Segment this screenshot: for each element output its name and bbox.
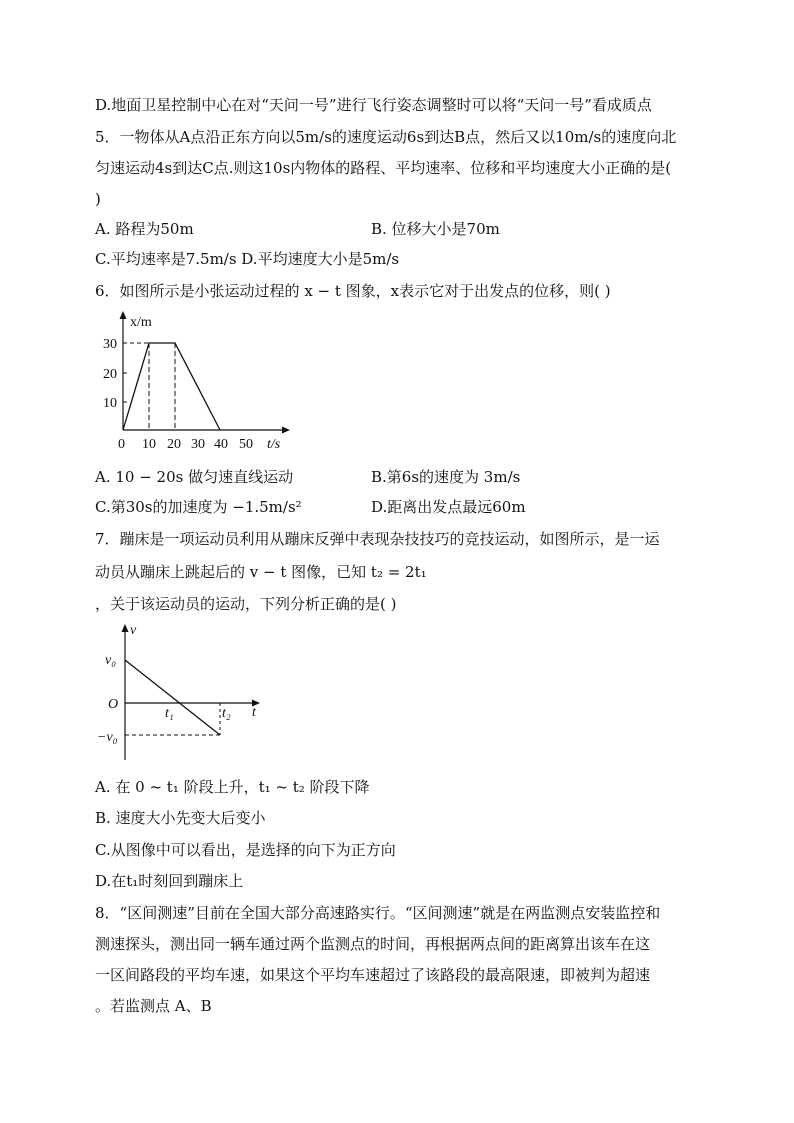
xt-x-tick: 50 bbox=[239, 437, 253, 452]
q6-option-c: C.第30s的加速度为 −1.5m/s² bbox=[95, 498, 302, 516]
q7-option-a: A. 在 0 ~ t₁ 阶段上升，t₁ ~ t₂ 阶段下降 bbox=[95, 778, 370, 796]
xt-x-axis-label: t/s bbox=[267, 437, 281, 452]
q8-stem-line-1: 8．“区间测速”目前在全国大部分高速路实行。“区间测速”就是在两监测点安装监控和 bbox=[95, 904, 661, 922]
xt-y-tick: 10 bbox=[103, 396, 117, 411]
x-t-line bbox=[123, 343, 220, 430]
vt-origin-label: O bbox=[108, 697, 119, 712]
q6-stem: 6．如图所示是小张运动过程的 x − t 图象，x表示它对于出发点的位移，则( ) bbox=[95, 282, 611, 300]
q5-option-b: B. 位移大小是70m bbox=[371, 220, 500, 238]
q5-option-c-d: C.平均速率是7.5m/s D.平均速度大小是5m/s bbox=[95, 250, 400, 268]
q7-option-b: B. 速度大小先变大后变小 bbox=[95, 809, 266, 827]
q7-option-d: D.在t₁时刻回到蹦床上 bbox=[95, 872, 244, 890]
xt-y-tick: 20 bbox=[103, 367, 117, 382]
xt-x-tick: 20 bbox=[167, 437, 181, 452]
q8-stem-line-4: 。若监测点 A、B bbox=[95, 997, 212, 1015]
q7-stem-line-3: ，关于该运动员的运动，下列分析正确的是( ) bbox=[95, 595, 397, 613]
q5-stem-line-3: ) bbox=[95, 190, 101, 208]
q8-stem-line-2: 测速探头，测出同一辆车通过两个监测点的时间，再根据两点间的距离算出该车在这 bbox=[95, 935, 651, 953]
q5-stem-line-2: 匀速运动4s到达C点.则这10s内物体的路程、平均速率、位移和平均速度大小正确的是( bbox=[95, 159, 672, 177]
vt-y-axis-label: v bbox=[130, 623, 137, 638]
q6-option-d: D.距离出发点最远60m bbox=[371, 498, 526, 516]
xt-x-tick: 30 bbox=[191, 437, 205, 452]
vt-t1-label: t₁ bbox=[165, 706, 174, 721]
q5-option-a: A. 路程为50m bbox=[95, 220, 194, 238]
q6-option-b: B.第6s的速度为 3m/s bbox=[371, 468, 521, 486]
v-t-graph bbox=[95, 620, 275, 768]
q8-stem-line-3: 一区间路段的平均车速，如果这个平均车速超过了该路段的最高限速，即被判为超速 bbox=[95, 966, 651, 984]
xt-x-tick: 40 bbox=[214, 437, 228, 452]
xt-x-tick: 10 bbox=[142, 437, 156, 452]
v-t-line bbox=[125, 660, 220, 735]
vt-neg-v0-label: −v₀ bbox=[97, 730, 118, 745]
vt-v0-label: v₀ bbox=[105, 653, 117, 668]
x-t-graph bbox=[95, 308, 315, 453]
q4-option-d: D.地面卫星控制中心在对“天问一号”进行飞行姿态调整时可以将“天问一号”看成质点 bbox=[95, 96, 652, 114]
q7-option-c: C.从图像中可以看出，是选择的向下为正方向 bbox=[95, 841, 396, 859]
vt-t2-label: t₂ bbox=[222, 706, 231, 721]
xt-y-tick: 30 bbox=[103, 337, 117, 352]
xt-origin-label: 0 bbox=[118, 437, 125, 452]
q7-stem-line-1: 7．蹦床是一项运动员利用从蹦床反弹中表现杂技技巧的竞技运动，如图所示，是一运 bbox=[95, 530, 660, 548]
q5-stem-line-1: 5．一物体从A点沿正东方向以5m/s的速度运动6s到达B点，然后又以10m/s的速度向北 bbox=[95, 128, 677, 146]
vt-x-axis-label: t bbox=[252, 705, 256, 720]
q6-option-a: A. 10 − 20s 做匀速直线运动 bbox=[95, 468, 294, 486]
q7-stem-line-2: 动员从蹦床上跳起后的 v − t 图像，已知 t₂ = 2t₁ bbox=[95, 563, 427, 581]
xt-y-axis-label: x/m bbox=[130, 315, 152, 330]
